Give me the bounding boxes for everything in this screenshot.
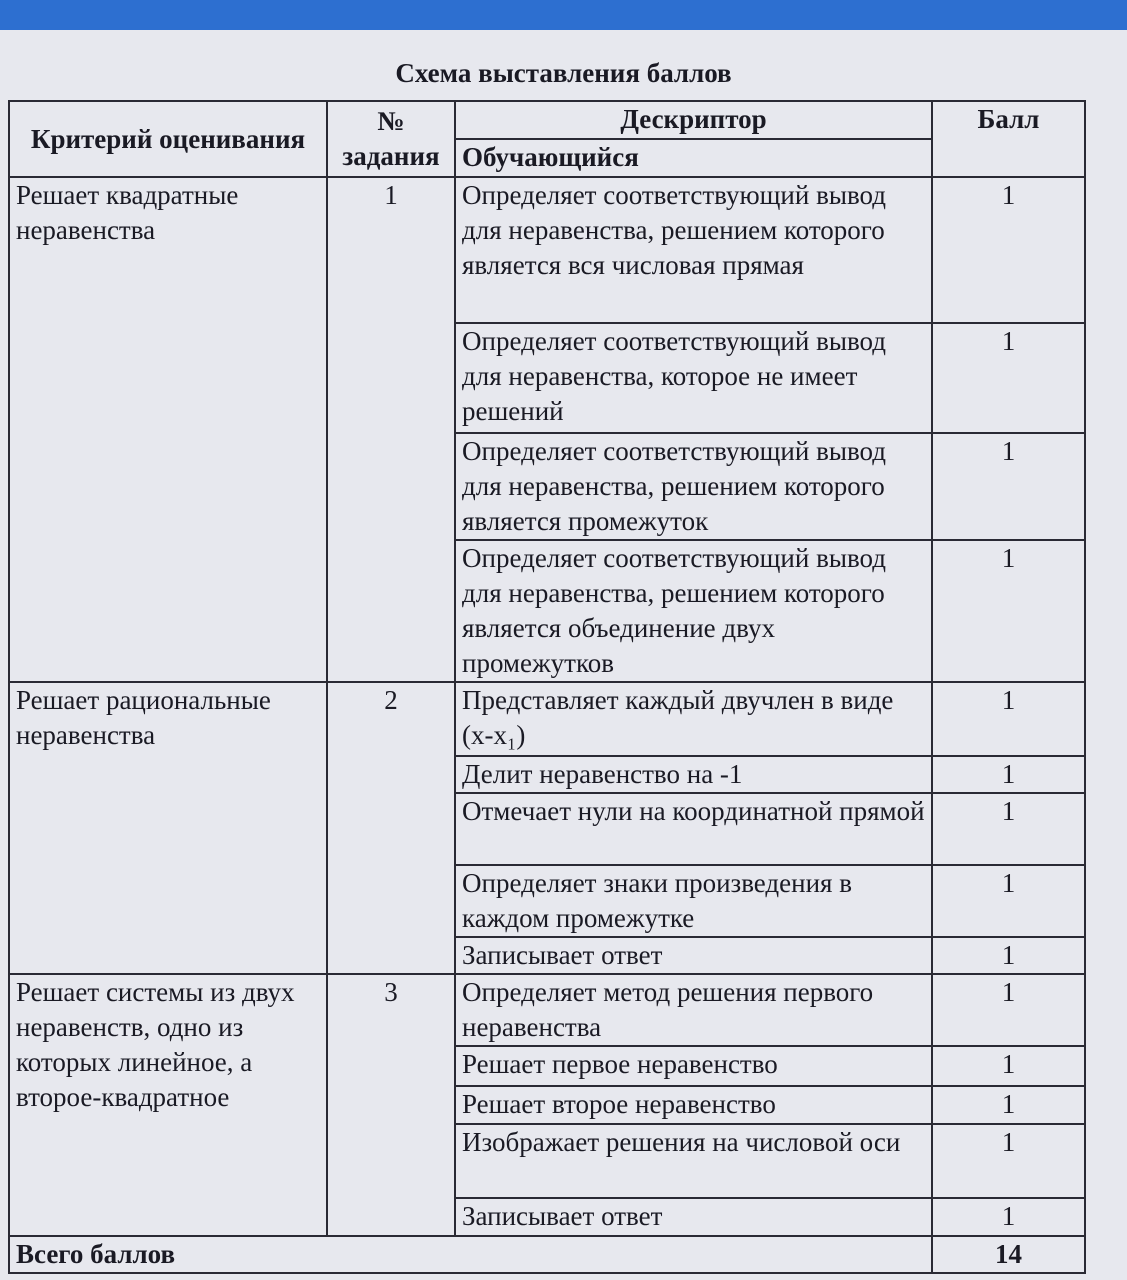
header-descriptor-sub: Обучающийся bbox=[455, 139, 932, 177]
score-cell: 1 bbox=[932, 756, 1085, 793]
descriptor-cell: Определяет соответствующий вывод для неравенства, решением которого является вся числовая прямая bbox=[455, 177, 932, 323]
total-value: 14 bbox=[932, 1236, 1085, 1273]
score-cell: 1 bbox=[932, 1086, 1085, 1124]
header-row bbox=[9, 101, 1085, 139]
score-cell: 1 bbox=[932, 793, 1085, 865]
table-row bbox=[9, 682, 1085, 756]
descriptor-cell: Записывает ответ bbox=[455, 1198, 932, 1236]
score-cell: 1 bbox=[932, 1046, 1085, 1086]
score-cell: 1 bbox=[932, 974, 1085, 1046]
score-cell: 1 bbox=[932, 1124, 1085, 1198]
header-task-no: № задания bbox=[327, 101, 455, 177]
table-row bbox=[9, 177, 1085, 323]
descriptor-cell: Записывает ответ bbox=[455, 937, 932, 974]
scoring-table bbox=[8, 100, 1086, 1274]
criterion-cell: Решает рациональные неравенства bbox=[9, 682, 327, 974]
header-descriptor: Дескриптор bbox=[455, 101, 932, 139]
task-no-cell: 1 bbox=[327, 177, 455, 682]
descriptor-cell: Определяет соответствующий вывод для неравенства, решением которого является промежуток bbox=[455, 433, 932, 540]
descriptor-cell: Решает второе неравенство bbox=[455, 1086, 932, 1124]
descriptor-cell: Отмечает нули на координатной прямой bbox=[455, 793, 932, 865]
score-cell: 1 bbox=[932, 865, 1085, 937]
descriptor-cell: Изображает решения на числовой оси bbox=[455, 1124, 932, 1198]
header-score: Балл bbox=[932, 101, 1085, 177]
descriptor-cell: Определяет соответствующий вывод для неравенства, решением которого является объединение двух промежутков bbox=[455, 540, 932, 682]
score-cell: 1 bbox=[932, 937, 1085, 974]
criterion-cell: Решает квадратные неравенства bbox=[9, 177, 327, 682]
criterion-cell: Решает системы из двух неравенств, одно из которых линейное, а второе-квадратное bbox=[9, 974, 327, 1236]
total-row bbox=[9, 1236, 1085, 1273]
total-label: Всего баллов bbox=[9, 1236, 932, 1273]
task-no-cell: 2 bbox=[327, 682, 455, 974]
score-cell: 1 bbox=[932, 177, 1085, 323]
descriptor-cell: Делит неравенство на -1 bbox=[455, 756, 932, 793]
header-criterion: Критерий оценивания bbox=[9, 101, 327, 177]
score-cell: 1 bbox=[932, 682, 1085, 756]
descriptor-cell: Определяет метод решения первого неравенства bbox=[455, 974, 932, 1046]
document-title: Схема выставления баллов bbox=[395, 58, 732, 88]
table-row bbox=[9, 974, 1085, 1046]
score-cell: 1 bbox=[932, 323, 1085, 433]
descriptor-cell: Определяет знаки произведения в каждом промежутке bbox=[455, 865, 932, 937]
screen-top-band bbox=[0, 0, 1127, 34]
task-no-cell: 3 bbox=[327, 974, 455, 1236]
score-cell: 1 bbox=[932, 540, 1085, 682]
descriptor-cell: Определяет соответствующий вывод для неравенства, которое не имеет решений bbox=[455, 323, 932, 433]
score-cell: 1 bbox=[932, 433, 1085, 540]
descriptor-cell: Представляет каждый двучлен в виде (х-х₁) bbox=[455, 682, 932, 756]
score-cell: 1 bbox=[932, 1198, 1085, 1236]
descriptor-cell: Решает первое неравенство bbox=[455, 1046, 932, 1086]
